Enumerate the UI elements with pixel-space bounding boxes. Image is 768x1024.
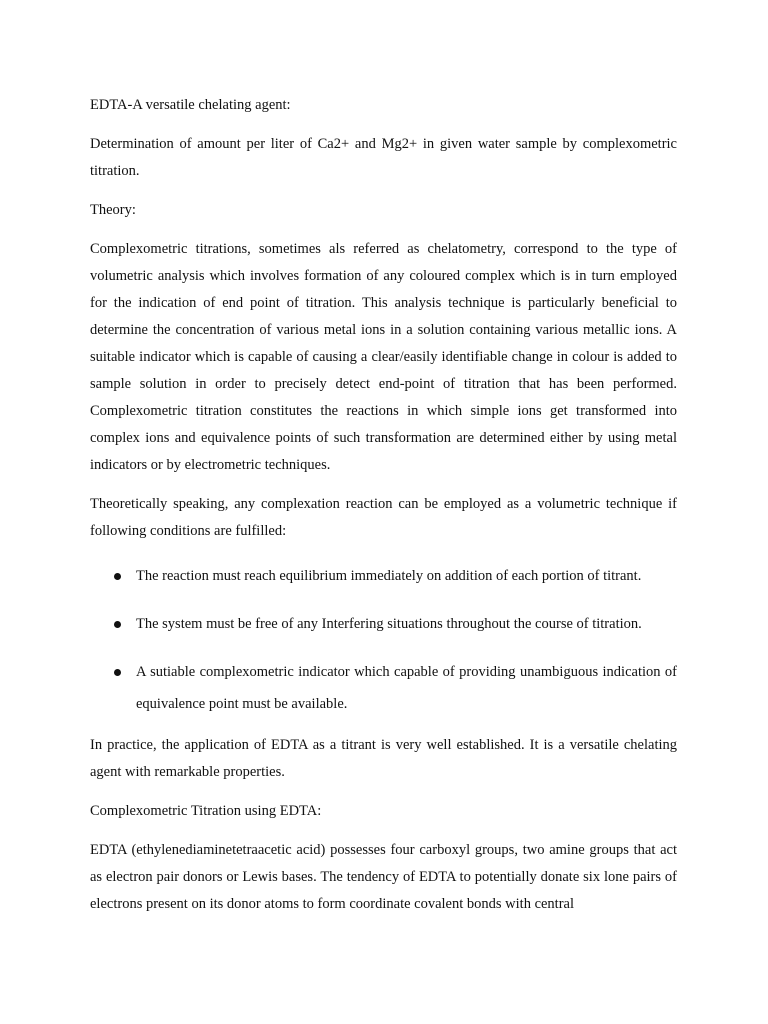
objective-paragraph: Determination of amount per liter of Ca2+ and Mg2+ in given water sample by complexometric titration. (90, 136, 677, 179)
theory-heading: Theory: (90, 202, 136, 218)
list-item (90, 560, 677, 592)
condition-text: The system must be free of any Interfering situations throughout the course of titration. (136, 616, 642, 632)
bullet-icon (114, 669, 121, 676)
conditions-list (90, 560, 677, 720)
theory-paragraph: Complexometric titrations, sometimes als referred as chelatometry, correspond to the type of volumetric analysis which involves formation of any coloured complex which is in turn employed for the indication of end point of titration. This analysis technique is particularly beneficial to determine the concentration of various metal ions in a solution containing various metallic ions. A suitable indicator which is capable of causing a clear/easily identifiable change in colour is added to sample solution in order to precisely detect end-point of titration that has been performed. Complexometric titration constitutes the reactions in which simple ions get transformed into complex ions and equivalence points of such transformation are determined either by using metal indicators or by electrometric techniques. (90, 241, 677, 473)
bullet-icon (114, 621, 121, 628)
section-heading: Complexometric Titration using EDTA: (90, 803, 322, 819)
bullet-icon (114, 573, 121, 580)
document-body (90, 92, 677, 918)
list-item (90, 608, 677, 640)
list-item (90, 656, 677, 720)
conditions-intro-paragraph: Theoretically speaking, any complexation reaction can be employed as a volumetric technique if following conditions are fulfilled: (90, 496, 677, 539)
edta-paragraph: EDTA (ethylenediaminetetraacetic acid) possesses four carboxyl groups, two amine groups that act as electron pair donors or Lewis bases. The tendency of EDTA to potentially donate six lone pairs of electrons present on its donor atoms to form coordinate covalent bonds with central (90, 842, 677, 912)
condition-text: A sutiable complexometric indicator which capable of providing unambiguous indication of equivalence point must be available. (136, 664, 677, 712)
practice-paragraph: In practice, the application of EDTA as a titrant is very well established. It is a versatile chelating agent with remarkable properties. (90, 737, 677, 780)
condition-text: The reaction must reach equilibrium immediately on addition of each portion of titrant. (136, 568, 642, 584)
document-title: EDTA-A versatile chelating agent: (90, 97, 291, 113)
